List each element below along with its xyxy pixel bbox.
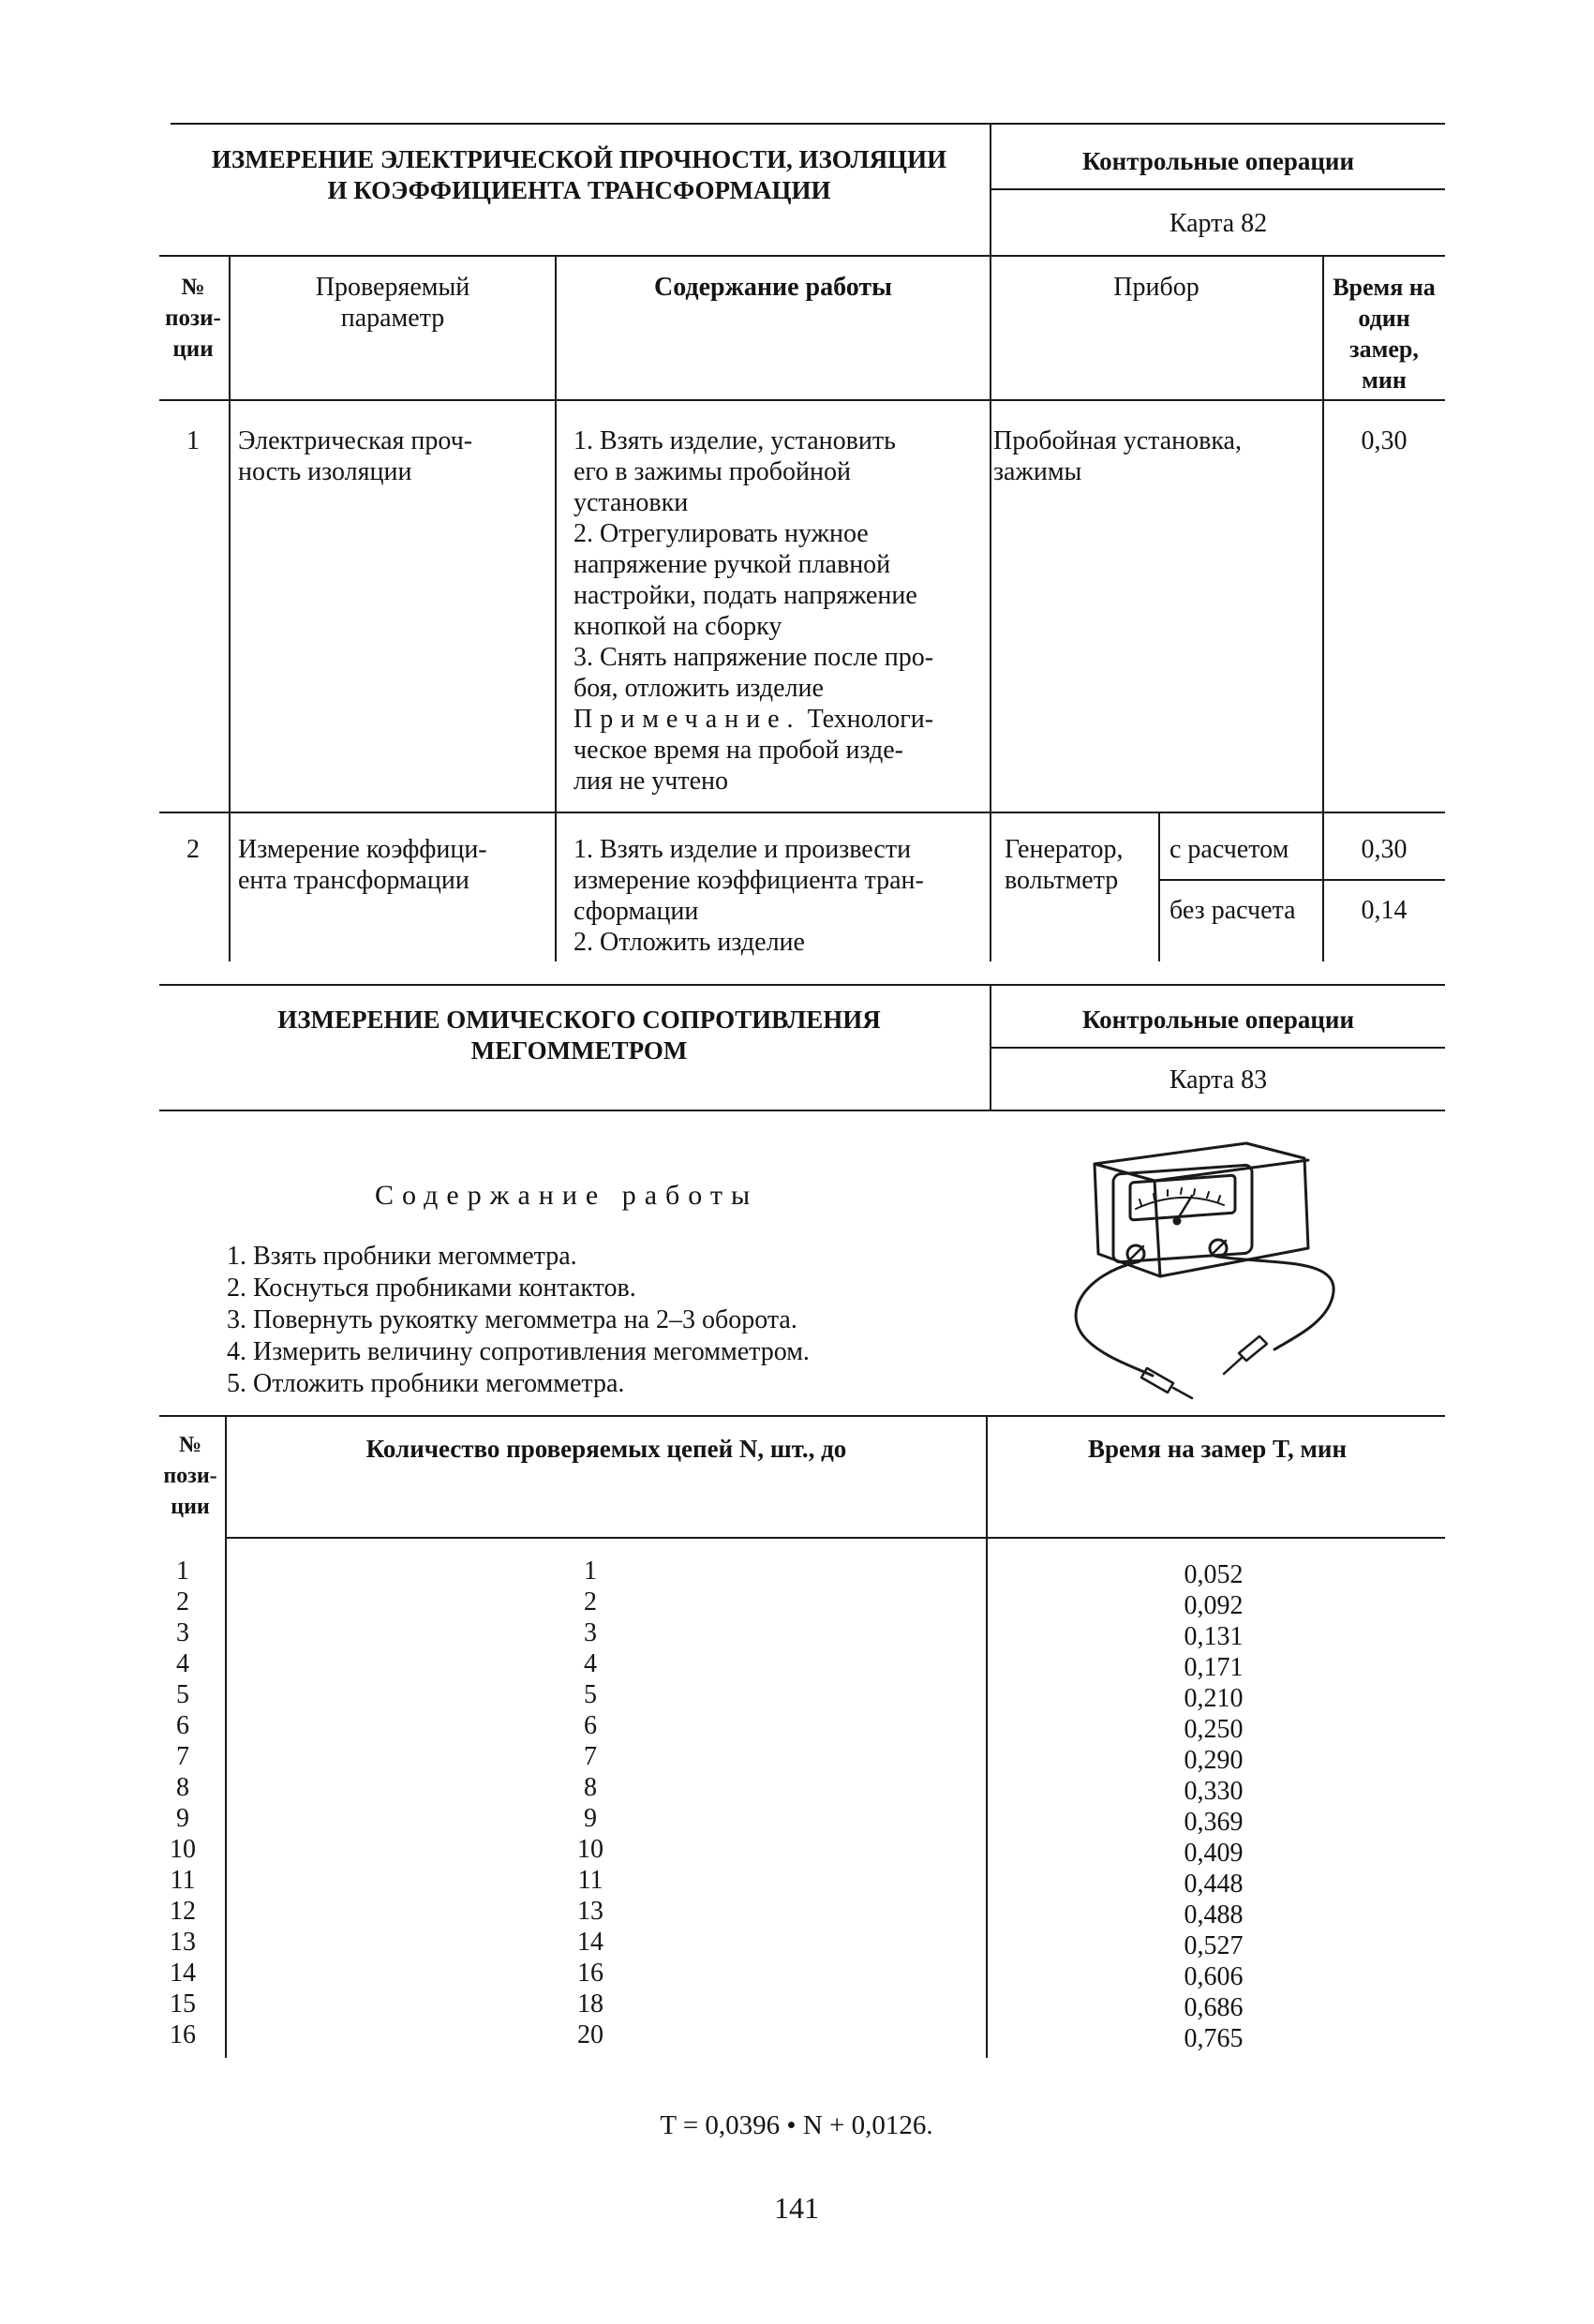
table-header-count: Количество проверяемых цепей N, шт., до: [365, 1435, 847, 1463]
table-cell: 10: [577, 1835, 603, 1864]
table-cell: 0,765: [1184, 2024, 1244, 2053]
step-1: 1. Взять пробники мегомметра.: [227, 1242, 577, 1271]
card-title-line1: ИЗМЕРЕНИЕ ЭЛЕКТРИЧЕСКОЙ ПРОЧНОСТИ, ИЗОЛЯЦИИ: [211, 145, 947, 173]
table-cell: 0,448: [1184, 1870, 1244, 1899]
table-cell: 14: [170, 1959, 196, 1988]
header-time: Время на один замер, мин: [1333, 274, 1436, 394]
table-cell: 0,369: [1184, 1808, 1244, 1837]
card83-title-line2: МЕГОММЕТРОМ: [470, 1036, 688, 1065]
table-cell: 3: [584, 1618, 597, 1647]
table-cell: 10: [170, 1835, 196, 1864]
row2-sub1-time: 0,30: [1361, 835, 1408, 864]
table-cell: 15: [170, 1989, 196, 2019]
table-cell: 2: [584, 1587, 597, 1616]
table-cell: 12: [170, 1897, 196, 1926]
table-cell: 0,686: [1184, 1993, 1244, 2022]
table-cell: 14: [577, 1928, 603, 1957]
table-times: [1162, 1559, 1265, 2054]
row2-parameter: Измерение коэффици- ента трансформации: [238, 835, 487, 895]
table-cell: 1: [584, 1557, 597, 1586]
table-cell: 7: [584, 1742, 597, 1771]
work-steps: [227, 1241, 995, 1400]
table-cell: 20: [577, 2020, 603, 2049]
table-cell: 11: [170, 1866, 196, 1895]
formula: T = 0,0396 • N + 0,0126.: [660, 2110, 933, 2140]
table-cell: 0,131: [1184, 1622, 1244, 1651]
table-cell: 0,210: [1184, 1684, 1244, 1713]
table-cell: 0,092: [1184, 1591, 1244, 1620]
table-cell: 8: [584, 1773, 597, 1802]
header-device: Прибор: [1113, 273, 1199, 302]
table-cell: 16: [577, 1959, 603, 1988]
row1-position: 1: [186, 426, 200, 455]
megohmmeter-icon: [1050, 1115, 1359, 1406]
table-cell: 0,409: [1184, 1839, 1244, 1868]
header-parameter: Проверяемый параметр: [315, 273, 470, 333]
table-cell: 4: [176, 1649, 189, 1678]
card83-category-label: Контрольные операции: [1081, 1006, 1355, 1034]
table-cell: 16: [170, 2020, 196, 2049]
table-positions: [159, 1556, 206, 2050]
row1-time: 0,30: [1361, 426, 1408, 455]
card-title-line2: И КОЭФФИЦИЕНТА ТРАНСФОРМАЦИИ: [327, 176, 831, 204]
table-cell: 11: [577, 1866, 603, 1895]
table-cell: 18: [577, 1989, 603, 2019]
card83-title-line1: ИЗМЕРЕНИЕ ОМИЧЕСКОГО СОПРОТИВЛЕНИЯ: [277, 1006, 881, 1034]
step-2: 2. Коснуться пробниками контактов.: [227, 1274, 636, 1303]
table-cell: 9: [584, 1804, 597, 1833]
table-cell: 0,052: [1184, 1560, 1244, 1589]
table-cell: 9: [176, 1804, 189, 1833]
category-label: Контрольные операции: [1081, 147, 1355, 175]
table-header-position: № пози- ции: [163, 1433, 217, 1519]
page-number: 141: [774, 2191, 819, 2225]
table-cell: 3: [176, 1618, 189, 1647]
table-cell: 0,171: [1184, 1653, 1244, 1682]
table-cell: 0,330: [1184, 1777, 1244, 1806]
table-cell: 2: [176, 1587, 189, 1616]
table-cell: 7: [176, 1742, 189, 1771]
table-header-time: Время на замер T, мин: [1087, 1435, 1348, 1463]
table-cell: 6: [584, 1711, 597, 1740]
table-cell: 13: [577, 1897, 603, 1926]
row1-parameter: Электрическая проч- ность изоляции: [238, 426, 473, 486]
row2-sub1-label: с расчетом: [1169, 835, 1289, 864]
row1-content: 1. Взять изделие, установить его в зажимы пробойной установки 2. Отрегулировать нужное напряжение ручкой плавной настройки, подать напряжение кнопкой на сборку 3. Снять напряжение после про- боя, отложить изделие Примечание. Технологи- ческое время на пробой изде- лия не учтено: [574, 426, 934, 796]
table-cell: 5: [176, 1680, 189, 1709]
row2-device: Генератор, вольтметр: [1005, 835, 1124, 895]
table-cell: 0,527: [1184, 1931, 1244, 1960]
table-cell: 6: [176, 1711, 189, 1740]
table-cell: 8: [176, 1773, 189, 1802]
table-cell: 13: [170, 1928, 196, 1957]
card83-card-number: Карта 83: [1169, 1065, 1268, 1095]
header-content: Содержание работы: [653, 273, 893, 302]
note-label: Примечание.: [574, 705, 801, 734]
table-cell: 0,488: [1184, 1900, 1244, 1929]
row2-sub2-label: без расчета: [1169, 896, 1296, 925]
step-5: 5. Отложить пробники мегомметра.: [227, 1369, 625, 1398]
table-cell: 0,250: [1184, 1715, 1244, 1744]
row2-sub2-time: 0,14: [1361, 896, 1408, 925]
table-cell: 0,290: [1184, 1746, 1244, 1775]
row1-device: Пробойная установка, зажимы: [993, 426, 1242, 486]
row2-position: 2: [186, 835, 200, 864]
header-position: № пози- ции: [165, 275, 221, 362]
work-heading: Содержание работы: [375, 1180, 759, 1211]
step-4: 4. Измерить величину сопротивления мегомметром.: [227, 1337, 810, 1366]
card-number: Карта 82: [1169, 209, 1268, 238]
table-cell: 1: [176, 1557, 189, 1586]
step-3: 3. Повернуть рукоятку мегомметра на 2–3 оборота.: [227, 1305, 797, 1334]
table-cell: 5: [584, 1680, 597, 1709]
table-cell: 4: [584, 1649, 597, 1678]
row2-content: 1. Взять изделие и произвести измерение коэффициента тран- сформации 2. Отложить изделие: [574, 835, 924, 957]
table-cell: 0,606: [1184, 1962, 1244, 1991]
table-counts: [553, 1556, 628, 2050]
